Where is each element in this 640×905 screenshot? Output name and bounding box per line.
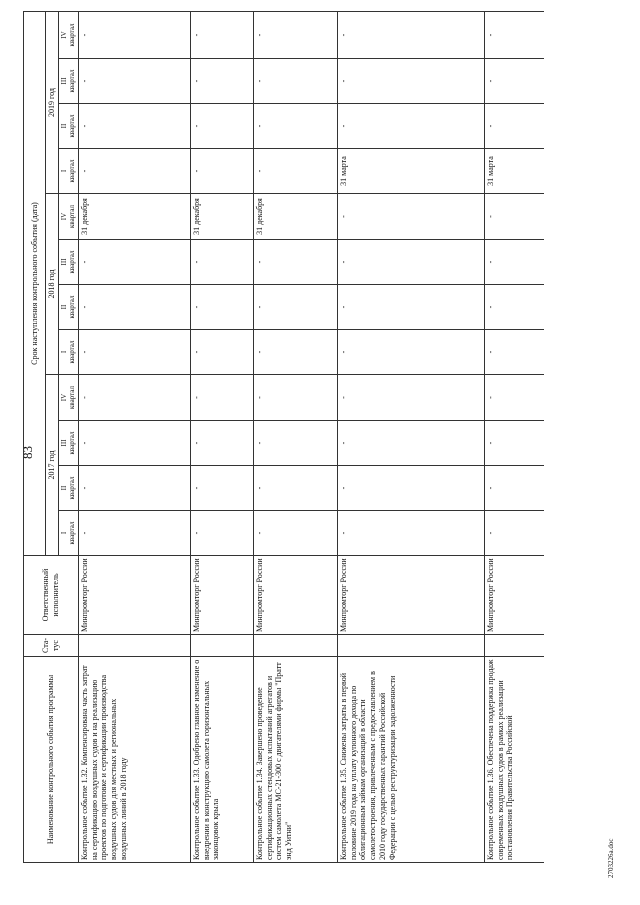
quarter-cell: - <box>78 466 190 511</box>
quarter-cell: - <box>253 421 337 466</box>
quarter-cell: - <box>253 11 337 58</box>
header-quarter <box>58 240 78 285</box>
quarter-cell: - <box>78 104 190 149</box>
header-quarter <box>58 194 78 240</box>
header-quarter <box>58 59 78 104</box>
header-quarter <box>58 285 78 330</box>
quarter-cell: - <box>78 375 190 421</box>
header-quarter <box>58 466 78 511</box>
header-quarter <box>58 375 78 421</box>
quarter-cell: - <box>253 375 337 421</box>
quarter-cell: - <box>253 285 337 330</box>
event-name: Контрольное событие 1.33. Одобрено главное изменение о внедрении в конструкцию самолета горизонтальных законцовок крыла <box>190 657 253 863</box>
quarter-roman: IV <box>59 393 68 402</box>
event-executor: Минпромторг России <box>253 556 337 635</box>
event-executor: Минпромторг России <box>337 556 484 635</box>
quarter-cell: - <box>190 240 253 285</box>
quarter-cell: - <box>337 194 484 240</box>
quarter-cell: - <box>484 11 544 58</box>
header-name: Наименование контрольного события программы <box>24 657 79 863</box>
quarter-cell: - <box>337 104 484 149</box>
page-number: 83 <box>20 446 35 459</box>
quarter-cell: 31 марта <box>484 149 544 194</box>
event-name: Контрольное событие 1.36. Обеспечена поддержка продаж современных воздушных судов в рамках реализации постановления Правительства Российской <box>484 657 544 863</box>
quarter-cell: - <box>253 104 337 149</box>
event-status <box>190 635 253 657</box>
quarter-word: квартал <box>68 340 77 364</box>
quarter-cell: - <box>78 240 190 285</box>
table-row <box>337 11 484 862</box>
quarter-word: квартал <box>68 295 77 319</box>
quarter-cell: - <box>190 511 253 556</box>
quarter-cell: - <box>253 330 337 375</box>
quarter-roman: III <box>59 439 68 447</box>
quarter-word: квартал <box>68 521 77 545</box>
quarter-cell: - <box>484 59 544 104</box>
footer-filename: 2703226а.doc <box>607 838 615 878</box>
quarter-cell: - <box>337 285 484 330</box>
quarter-cell: - <box>78 330 190 375</box>
event-status <box>78 635 190 657</box>
quarter-cell: - <box>484 421 544 466</box>
quarter-cell: - <box>190 285 253 330</box>
quarter-cell: - <box>253 240 337 285</box>
quarter-word: квартал <box>68 476 77 500</box>
event-name: Контрольное событие 1.34. Завершено проведение сертификационных стендовых испытаний агрегатов и систем самолета МС-21-300 с двигателями фирмы "Пратт энд Уитни" <box>253 657 337 863</box>
quarter-cell: - <box>253 511 337 556</box>
quarter-roman: I <box>59 169 68 173</box>
table-row <box>253 11 337 862</box>
quarter-cell: - <box>78 59 190 104</box>
quarter-cell: - <box>337 421 484 466</box>
quarter-cell: - <box>253 59 337 104</box>
quarter-cell: - <box>337 11 484 58</box>
header-executor: Ответственный исполнитель <box>24 556 79 635</box>
quarter-cell: - <box>337 240 484 285</box>
header-quarter <box>58 149 78 194</box>
event-executor: Минпромторг России <box>78 556 190 635</box>
quarter-cell: - <box>78 11 190 58</box>
event-status <box>484 635 544 657</box>
quarter-cell: - <box>337 59 484 104</box>
quarter-cell: - <box>484 375 544 421</box>
quarter-cell: - <box>190 104 253 149</box>
header-year-2018: 2018 год <box>46 194 59 375</box>
quarter-cell: - <box>78 149 190 194</box>
quarter-cell: - <box>190 466 253 511</box>
quarter-cell: - <box>190 149 253 194</box>
quarter-roman: IV <box>59 31 68 39</box>
header-quarter <box>58 330 78 375</box>
quarter-cell: - <box>484 285 544 330</box>
quarter-cell: - <box>78 511 190 556</box>
table-row <box>484 11 544 862</box>
table-row <box>190 11 253 862</box>
quarter-roman: II <box>59 123 68 129</box>
quarter-cell: - <box>337 511 484 556</box>
quarter-roman: IV <box>59 212 68 221</box>
quarter-cell: 31 декабря <box>190 194 253 240</box>
event-executor: Минпромторг России <box>190 556 253 635</box>
quarter-cell: - <box>484 104 544 149</box>
header-year-2017: 2017 год <box>46 375 59 556</box>
quarter-cell: - <box>484 466 544 511</box>
quarter-cell: - <box>484 194 544 240</box>
quarter-word: квартал <box>68 431 77 455</box>
quarter-word: квартал <box>68 205 77 228</box>
header-quarter <box>58 11 78 58</box>
quarter-cell: - <box>253 466 337 511</box>
event-status <box>337 635 484 657</box>
quarter-word: квартал <box>68 386 77 409</box>
quarter-cell: - <box>190 330 253 375</box>
quarter-word: квартал <box>68 23 77 47</box>
quarter-cell: - <box>78 421 190 466</box>
quarter-cell: - <box>253 149 337 194</box>
quarter-cell: - <box>337 330 484 375</box>
header-quarter <box>58 421 78 466</box>
quarter-roman: II <box>59 304 68 310</box>
quarter-cell: - <box>484 330 544 375</box>
event-name: Контрольное событие 1.35. Снижены затраты в первой половине 2019 года на уплату купонного дохода по облигационным займам организаций в области самолетостроения, привлеченным с предоставлением в 2010 году государственных гарантий Российской Федерации с целью реструктуризации задолженности <box>337 657 484 863</box>
header-quarter <box>58 104 78 149</box>
header-status: Ста-тус <box>24 635 79 657</box>
quarter-cell: 31 декабря <box>78 194 190 240</box>
header-year-2019: 2019 год <box>46 11 59 193</box>
quarter-cell: - <box>337 375 484 421</box>
quarter-roman: I <box>59 350 68 354</box>
quarter-cell: 31 марта <box>337 149 484 194</box>
event-status <box>253 635 337 657</box>
quarter-word: квартал <box>68 69 77 93</box>
quarter-roman: II <box>59 485 68 491</box>
table-row <box>78 11 190 862</box>
quarter-cell: - <box>484 240 544 285</box>
event-executor: Минпромторг России <box>484 556 544 635</box>
quarter-roman: III <box>59 258 68 266</box>
quarter-cell: - <box>190 375 253 421</box>
header-term: Срок наступления контрольного события (дата) <box>24 11 46 555</box>
quarter-cell: - <box>190 421 253 466</box>
quarter-word: квартал <box>68 159 77 183</box>
control-events-table <box>23 11 544 863</box>
header-quarter <box>58 511 78 556</box>
quarter-cell: - <box>190 11 253 58</box>
quarter-word: квартал <box>68 250 77 274</box>
quarter-cell: - <box>78 285 190 330</box>
quarter-roman: I <box>59 531 68 535</box>
quarter-word: квартал <box>68 114 77 138</box>
quarter-cell: 31 декабря <box>253 194 337 240</box>
quarter-roman: III <box>59 77 68 85</box>
quarter-cell: - <box>484 511 544 556</box>
quarter-cell: - <box>190 59 253 104</box>
quarter-cell: - <box>337 466 484 511</box>
event-name: Контрольное событие 1.32. Компенсирована часть затрат на сертификацию воздушных судов и на реализацию проектов по подготовке и сертификации производства воздушных судов для местных и региональных воздушных линий в 2018 году <box>78 657 190 863</box>
